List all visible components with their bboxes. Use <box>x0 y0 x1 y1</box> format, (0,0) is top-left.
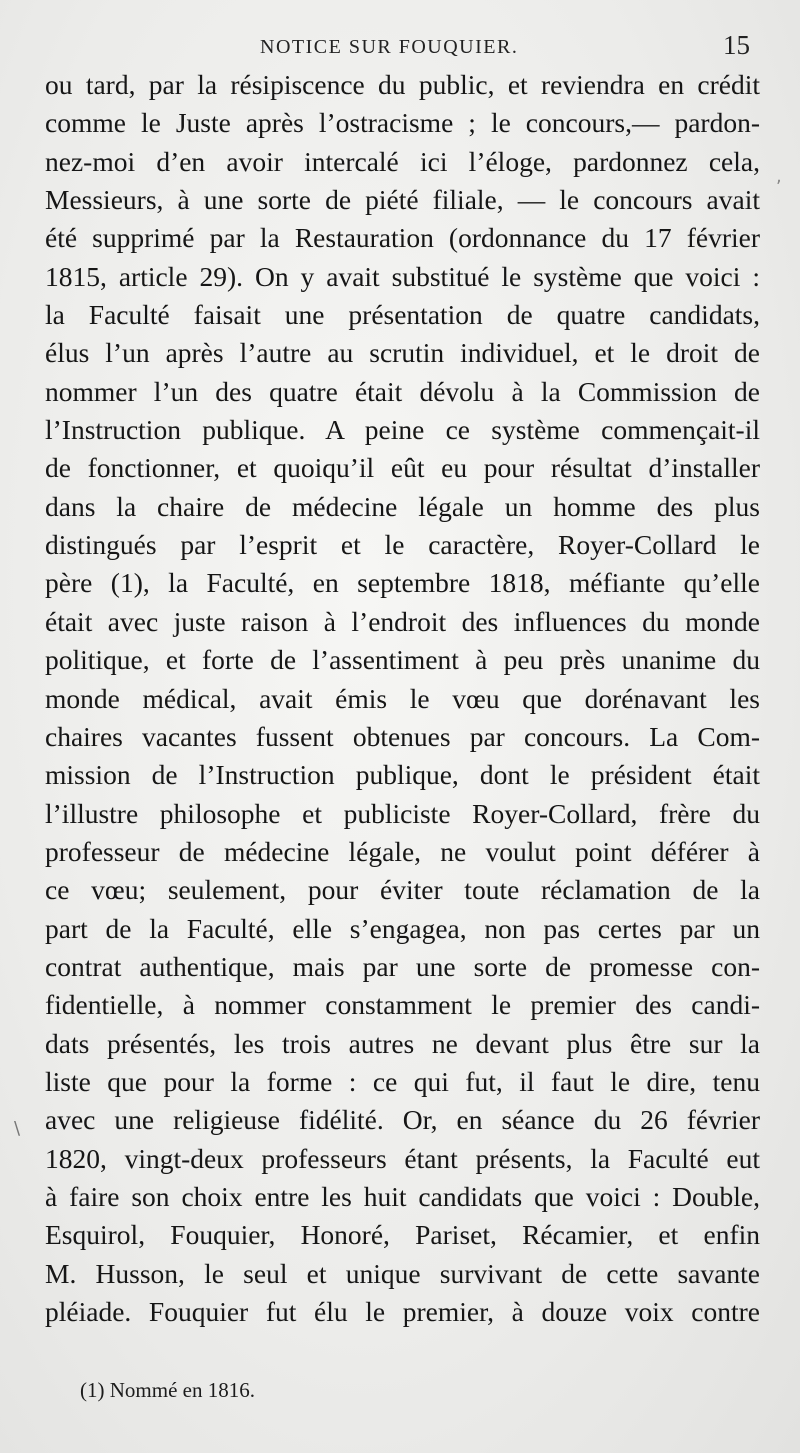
body-text <box>45 66 760 1331</box>
margin-mark: , <box>776 166 782 187</box>
text-line: avec une religieuse fidélité. Or, en séance du 26 février <box>45 1104 760 1136</box>
text-line: dats présentés, les trois autres ne devant plus être sur la <box>45 1027 760 1059</box>
text-line: fidentielle, à nommer constamment le premier des candi- <box>45 989 760 1021</box>
text-line: liste que pour la forme : ce qui fut, il faut le dire, tenu <box>45 1065 760 1097</box>
text-line: de fonctionner, et quoiqu’il eût eu pour résultat d’installer <box>45 452 760 484</box>
text-line: mission de l’Instruction publique, dont le président était <box>45 759 760 791</box>
text-line: ou tard, par la résipiscence du public, et reviendra en crédit <box>45 69 760 100</box>
margin-mark: \ <box>14 1118 21 1139</box>
text-line: M. Husson, le seul et unique survivant de cette savante <box>45 1257 760 1289</box>
text-line: élus l’un après l’autre au scrutin individuel, et le droit de <box>45 337 760 369</box>
page-number: 15 <box>723 30 750 60</box>
text-line: 1815, article 29). On y avait substitué le système que voici : <box>45 260 760 292</box>
text-line: contrat authentique, mais par une sorte de promesse con- <box>45 950 760 982</box>
text-line: comme le Juste après l’ostracisme ; le concours,— pardon- <box>45 107 760 139</box>
text-line: Esquirol, Fouquier, Honoré, Pariset, Récamier, et enfin <box>45 1219 760 1251</box>
text-line: Messieurs, à une sorte de piété filiale, — le concours avait <box>45 184 760 216</box>
text-line: professeur de médecine légale, ne voulut point déférer à <box>45 835 760 867</box>
text-line: nez-moi d’en avoir intercalé ici l’éloge, pardonnez cela, <box>45 145 760 177</box>
running-head: NOTICE SUR FOUQUIER. <box>260 36 519 58</box>
text-line: l’illustre philosophe et publiciste Royer-Collard, frère du <box>45 797 760 829</box>
text-line: était avec juste raison à l’endroit des influences du monde <box>45 605 760 637</box>
text-line: chaires vacantes fussent obtenues par concours. La Com- <box>45 720 760 752</box>
text-line: l’Instruction publique. A peine ce système commençait-il <box>45 414 760 446</box>
text-line: 1820, vingt-deux professeurs étant présents, la Faculté eut <box>45 1142 760 1174</box>
text-line: politique, et forte de l’assentiment à peu près unanime du <box>45 644 760 676</box>
text-line: été supprimé par la Restauration (ordonnance du 17 février <box>45 222 760 254</box>
text-line: distingués par l’esprit et le caractère, Royer-Collard le <box>45 529 760 561</box>
text-line: part de la Faculté, elle s’engagea, non pas certes par un <box>45 912 760 944</box>
text-line: ce vœu; seulement, pour éviter toute réclamation de la <box>45 874 760 906</box>
text-line: dans la chaire de médecine légale un homme des plus <box>45 490 760 522</box>
page-header <box>0 30 800 64</box>
text-line: à faire son choix entre les huit candidats que voici : Double, <box>45 1180 760 1212</box>
text-line: monde médical, avait émis le vœu que dorénavant les <box>45 682 760 714</box>
text-line: nommer l’un des quatre était dévolu à la Commission de <box>45 375 760 407</box>
text-line: père (1), la Faculté, en septembre 1818, méfiante qu’elle <box>45 567 760 599</box>
text-line: pléiade. Fouquier fut élu le premier, à douze voix contre <box>45 1296 760 1327</box>
footnote: (1) Nommé en 1816. <box>80 1378 255 1402</box>
text-line: la Faculté faisait une présentation de quatre candidats, <box>45 299 760 331</box>
